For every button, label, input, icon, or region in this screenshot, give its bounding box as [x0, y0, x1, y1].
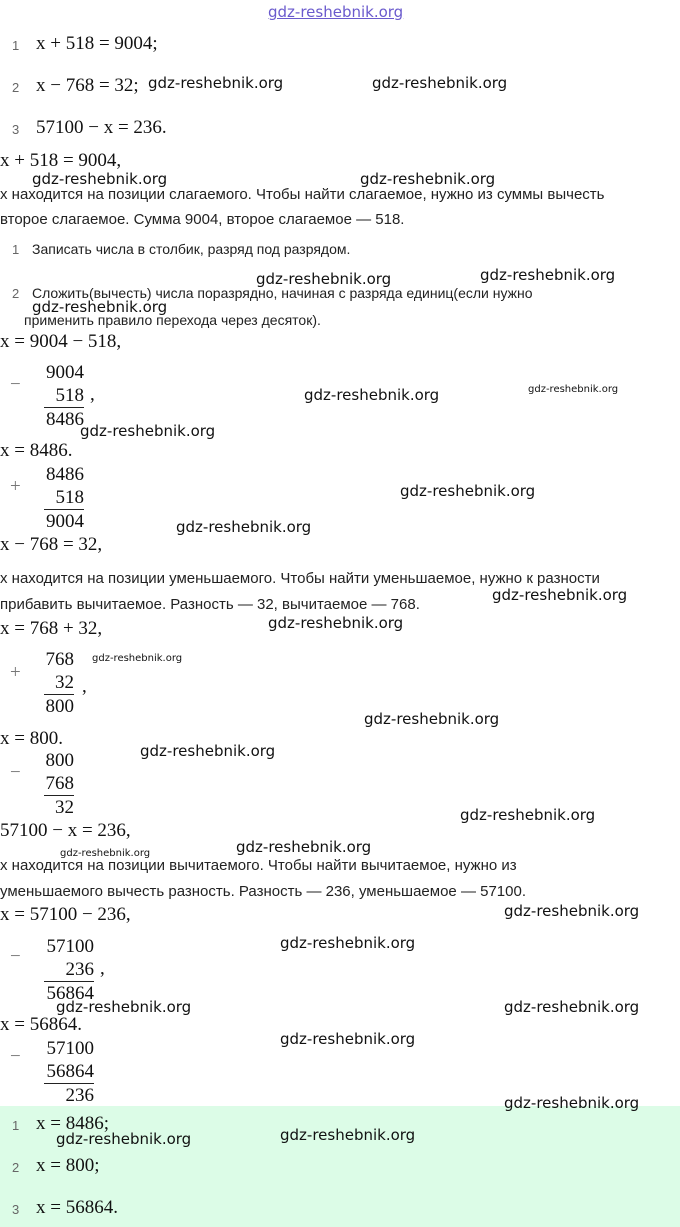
watermark: gdz-reshebnik.org: [360, 170, 496, 188]
watermark: gdz-reshebnik.org: [280, 1030, 416, 1048]
comma: ,: [90, 384, 95, 405]
watermark: gdz-reshebnik.org: [140, 742, 276, 760]
equation: 57100 − x = 236,: [0, 820, 131, 841]
column-calculation: [0, 361, 84, 431]
comma: ,: [82, 676, 87, 697]
result: 800: [45, 696, 74, 717]
equation: x − 768 = 32,: [0, 534, 103, 555]
watermark: gdz-reshebnik.org: [236, 838, 372, 856]
watermark: gdz-reshebnik.org: [504, 998, 640, 1016]
answer-number: 2: [12, 1160, 20, 1175]
check-calculation: [0, 1037, 94, 1107]
operand: 768: [45, 773, 74, 794]
comma: ,: [100, 958, 105, 979]
step-text: Записать числа в столбик, разряд под разрядом.: [32, 241, 351, 257]
answer-number: 1: [12, 1118, 20, 1133]
plus-sign: +: [10, 476, 21, 497]
step-text: применить правило перехода через десяток).: [24, 312, 321, 328]
answer-expression: x = 800;: [36, 1155, 100, 1176]
operand: 9004: [46, 362, 84, 383]
watermark: gdz-reshebnik.org: [56, 998, 192, 1016]
result: 236: [44, 1083, 94, 1107]
watermark: gdz-reshebnik.org: [148, 74, 284, 92]
result-equation: x = 8486.: [0, 440, 73, 461]
minus-sign: −: [10, 762, 21, 783]
watermark: gdz-reshebnik.org: [176, 518, 312, 536]
result: 8486: [46, 409, 84, 430]
watermark: gdz-reshebnik.org: [280, 934, 416, 952]
explanation: x находится на позиции слагаемого. Чтобы найти слагаемое, нужно из суммы вычесть: [0, 186, 605, 203]
answer-expression: x = 8486;: [36, 1113, 109, 1134]
explanation: второе слагаемое. Сумма 9004, второе слагаемое — 518.: [0, 211, 405, 228]
result: 9004: [46, 511, 84, 532]
result: 32: [44, 795, 74, 819]
explanation: x находится на позиции уменьшаемого. Чтобы найти уменьшаемое, нужно к разности: [0, 570, 600, 587]
watermark: gdz-reshebnik.org: [504, 902, 640, 920]
explanation: x находится на позиции вычитаемого. Чтобы найти вычитаемое, нужно из: [0, 857, 517, 874]
operand: 57100: [46, 1038, 94, 1059]
operand: 57100: [46, 936, 94, 957]
task-number: 3: [12, 122, 20, 137]
operand: 8486: [46, 464, 84, 485]
watermark: gdz-reshebnik.org: [480, 266, 616, 284]
task-expression: x + 518 = 9004;: [36, 33, 158, 54]
plus-sign: +: [10, 662, 21, 683]
watermark: gdz-reshebnik.org: [32, 170, 168, 188]
step-number: 1: [12, 242, 20, 257]
operand: 56864: [46, 1061, 94, 1082]
watermark: gdz-reshebnik.org: [504, 1094, 640, 1112]
watermark: gdz-reshebnik.org: [32, 298, 168, 316]
minus-sign: −: [10, 946, 21, 967]
watermark: gdz-reshebnik.org: [400, 482, 536, 500]
watermark: gdz-reshebnik.org: [304, 386, 440, 404]
check-calculation: [0, 463, 84, 533]
result-equation: x = 800.: [0, 728, 63, 749]
watermark: gdz-reshebnik.org: [56, 1130, 192, 1148]
column-calculation: [0, 648, 74, 718]
equation: x = 9004 − 518,: [0, 331, 122, 352]
minus-sign: −: [10, 374, 21, 395]
minus-sign: −: [10, 1046, 21, 1067]
operand: 800: [45, 750, 74, 771]
watermark: gdz-reshebnik.org: [60, 848, 151, 859]
watermark: gdz-reshebnik.org: [92, 653, 183, 664]
watermark: gdz-reshebnik.org: [364, 710, 500, 728]
equation: x + 518 = 9004,: [0, 150, 122, 171]
watermark: gdz-reshebnik.org: [256, 270, 392, 288]
operand: 236: [65, 959, 94, 980]
task-number: 1: [12, 38, 20, 53]
check-calculation: [0, 749, 74, 819]
watermark: gdz-reshebnik.org: [268, 614, 404, 632]
explanation: прибавить вычитаемое. Разность — 32, вычитаемое — 768.: [0, 596, 420, 613]
operand: 768: [45, 649, 74, 670]
task-number: 2: [12, 80, 20, 95]
operand: 518: [55, 487, 84, 508]
result: 56864: [44, 981, 94, 1005]
step-text: Сложить(вычесть) числа поразрядно, начиная с разряда единиц(если нужно: [32, 285, 533, 301]
watermark: gdz-reshebnik.org: [280, 1126, 416, 1144]
operand: 518: [55, 385, 84, 406]
task-expression: 57100 − x = 236.: [36, 117, 167, 138]
explanation: уменьшаемого вычесть разность. Разность — 236, уменьшаемое — 57100.: [0, 883, 526, 900]
answer-number: 3: [12, 1202, 20, 1217]
step-number: 2: [12, 286, 20, 301]
watermark: gdz-reshebnik.org: [80, 422, 216, 440]
result-equation: x = 56864.: [0, 1014, 82, 1035]
answer-expression: x = 56864.: [36, 1197, 118, 1218]
operand: 32: [55, 672, 74, 693]
task-expression: x − 768 = 32;: [36, 75, 139, 96]
equation: x = 57100 − 236,: [0, 904, 131, 925]
watermark: gdz-reshebnik.org: [492, 586, 628, 604]
watermark: gdz-reshebnik.org: [528, 384, 619, 395]
equation: x = 768 + 32,: [0, 618, 103, 639]
watermark-top[interactable]: gdz-reshebnik.org: [268, 3, 404, 21]
column-calculation: [0, 935, 94, 1005]
watermark: gdz-reshebnik.org: [460, 806, 596, 824]
watermark: gdz-reshebnik.org: [372, 74, 508, 92]
